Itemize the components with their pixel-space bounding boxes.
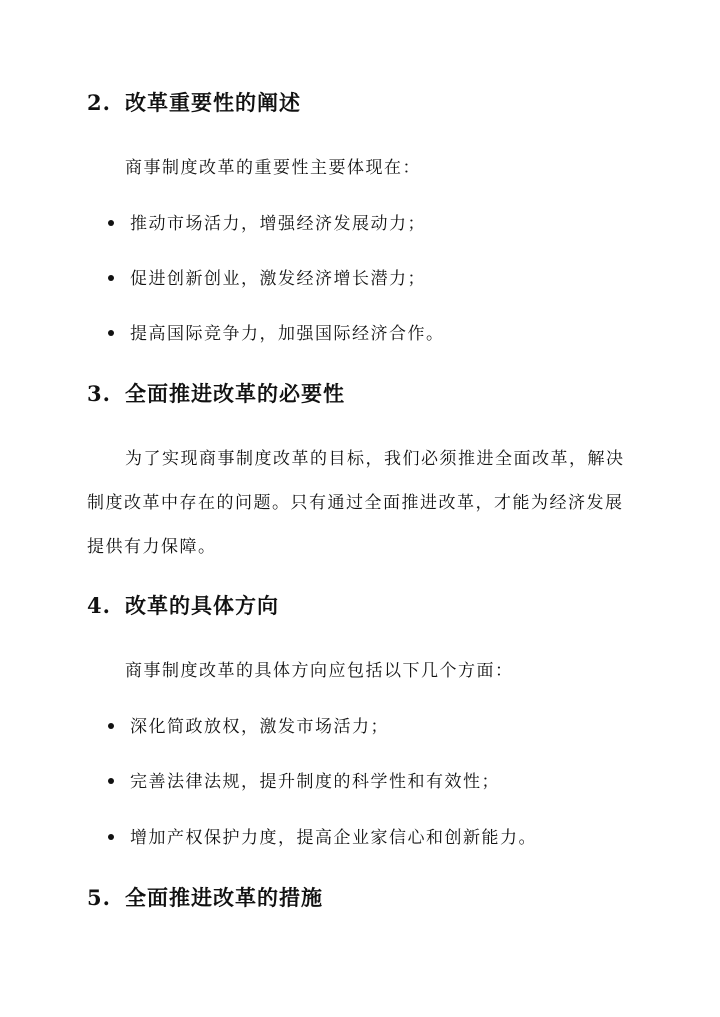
list-item (108, 266, 426, 292)
section-intro: 商事制度改革的重要性主要体现在： (125, 158, 421, 178)
list-item (108, 714, 389, 740)
paragraph-line: 为了实现商事制度改革的目标，我们必须推进全面改革，解决 (125, 449, 625, 469)
section-heading (87, 379, 345, 409)
bullet-icon (108, 220, 114, 226)
paragraph-line: 提供有力保障。 (87, 537, 217, 557)
list-item-text: 完善法律法规，提升制度的科学性和有效性； (130, 772, 500, 792)
section-title: 改革重要性的阐述 (125, 90, 301, 115)
section-title: 全面推进改革的措施 (125, 885, 323, 910)
list-item-text: 深化简政放权，激发市场活力； (130, 717, 389, 737)
section-number: 4. (87, 593, 111, 618)
list-item-text: 提高国际竞争力，加强国际经济合作。 (130, 324, 445, 344)
section-number: 3. (87, 381, 111, 406)
section-title: 改革的具体方向 (125, 593, 279, 618)
list-item (108, 769, 500, 795)
section-number: 2. (87, 90, 111, 115)
list-item (108, 211, 426, 237)
list-item (108, 321, 445, 347)
bullet-icon (108, 275, 114, 281)
section-heading (87, 591, 279, 621)
section-heading (87, 88, 301, 118)
bullet-icon (108, 778, 114, 784)
list-item (108, 825, 537, 851)
section-intro: 商事制度改革的具体方向应包括以下几个方面： (125, 661, 514, 681)
section-heading (87, 883, 323, 913)
list-item-text: 推动市场活力，增强经济发展动力； (130, 214, 426, 234)
section-title: 全面推进改革的必要性 (125, 381, 345, 406)
bullet-icon (108, 834, 114, 840)
list-item-text: 促进创新创业，激发经济增长潜力； (130, 269, 426, 289)
section-number: 5. (87, 885, 111, 910)
list-item-text: 增加产权保护力度，提高企业家信心和创新能力。 (130, 828, 537, 848)
bullet-icon (108, 723, 114, 729)
paragraph-line: 制度改革中存在的问题。只有通过全面推进改革，才能为经济发展 (87, 493, 624, 513)
bullet-icon (108, 330, 114, 336)
